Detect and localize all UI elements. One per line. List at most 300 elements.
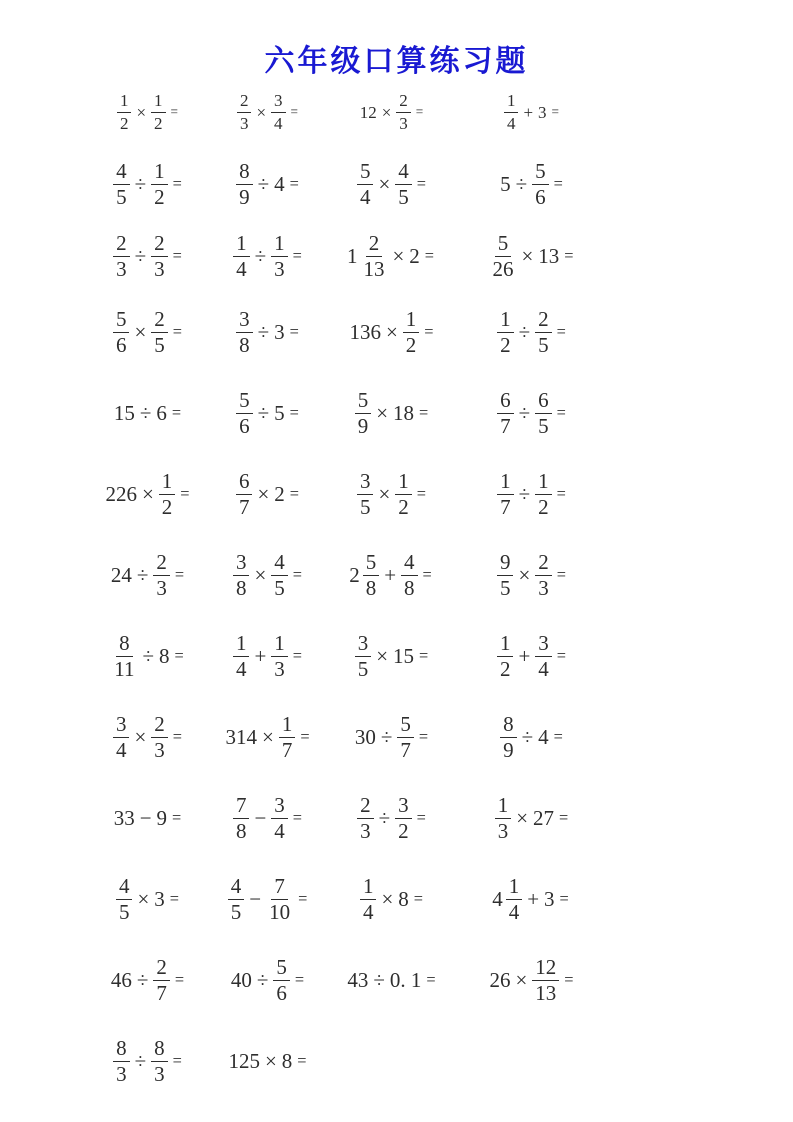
math-problem bbox=[226, 92, 310, 132]
operator: × bbox=[254, 563, 267, 587]
math-problem bbox=[70, 633, 226, 680]
operator: ÷ bbox=[257, 401, 270, 425]
operator: − bbox=[254, 806, 267, 830]
equals-sign: = bbox=[289, 403, 299, 423]
math-problem bbox=[70, 808, 226, 829]
math-problem bbox=[70, 92, 226, 132]
numerator: 4 bbox=[116, 876, 133, 900]
denominator: 3 bbox=[274, 657, 285, 681]
denominator: 5 bbox=[398, 184, 409, 209]
whole-number: 1 bbox=[346, 243, 358, 268]
number: 2 bbox=[409, 243, 420, 268]
math-problem bbox=[226, 552, 310, 599]
problem-row bbox=[0, 697, 793, 778]
fraction bbox=[159, 471, 176, 518]
operator: × bbox=[381, 887, 394, 911]
problem-row bbox=[0, 454, 793, 535]
fraction bbox=[116, 876, 133, 923]
operator: ÷ bbox=[373, 968, 385, 992]
numerator: 2 bbox=[366, 233, 383, 257]
numerator: 1 bbox=[497, 309, 514, 333]
number: 15 bbox=[393, 644, 415, 668]
operator: ÷ bbox=[518, 320, 531, 344]
number: 33 bbox=[113, 806, 135, 830]
number: 9 bbox=[156, 806, 168, 830]
math-problem bbox=[226, 390, 310, 437]
equals-sign: = bbox=[553, 727, 563, 747]
fraction bbox=[497, 471, 514, 518]
number: 43 bbox=[347, 968, 369, 992]
math-problem bbox=[474, 309, 590, 356]
denominator: 4 bbox=[538, 657, 549, 681]
numerator: 5 bbox=[363, 552, 380, 576]
fraction bbox=[153, 957, 170, 1004]
fraction bbox=[497, 390, 514, 437]
operator: ÷ bbox=[257, 320, 270, 344]
number: 3 bbox=[544, 887, 555, 911]
numerator: 12 bbox=[532, 957, 559, 981]
equals-sign: = bbox=[174, 970, 185, 990]
equals-sign: = bbox=[416, 808, 426, 828]
math-problem bbox=[474, 471, 590, 518]
denominator: 4 bbox=[274, 113, 283, 133]
number: 40 bbox=[230, 968, 252, 992]
number: 314 bbox=[225, 725, 257, 749]
equals-sign: = bbox=[298, 889, 308, 909]
operator: ÷ bbox=[142, 644, 155, 668]
number: 8 bbox=[159, 644, 170, 668]
number: 18 bbox=[393, 401, 415, 425]
math-problem bbox=[310, 158, 474, 209]
operator: × bbox=[264, 1049, 277, 1073]
equals-sign: = bbox=[294, 970, 305, 990]
fraction bbox=[113, 158, 130, 209]
problem-row bbox=[0, 940, 793, 1021]
denominator: 4 bbox=[362, 900, 374, 924]
fraction bbox=[271, 92, 286, 132]
operator: × bbox=[516, 806, 529, 830]
fraction bbox=[535, 633, 552, 680]
equals-sign: = bbox=[556, 484, 566, 504]
fraction bbox=[360, 876, 377, 923]
numerator: 1 bbox=[279, 714, 296, 738]
equals-sign: = bbox=[553, 173, 563, 193]
operator: ÷ bbox=[254, 243, 267, 268]
numerator: 1 bbox=[504, 92, 519, 112]
numerator: 2 bbox=[237, 92, 252, 112]
problem-row bbox=[0, 220, 793, 292]
numerator: 1 bbox=[535, 471, 552, 495]
numerator: 1 bbox=[117, 92, 132, 112]
numerator: 1 bbox=[506, 876, 523, 900]
denominator: 3 bbox=[116, 256, 127, 281]
operator: × bbox=[134, 320, 147, 344]
fraction bbox=[151, 230, 168, 281]
fraction bbox=[506, 876, 523, 923]
numerator: 1 bbox=[233, 233, 250, 257]
fraction bbox=[271, 795, 288, 842]
problem-row bbox=[0, 616, 793, 697]
equals-sign: = bbox=[559, 889, 569, 909]
numerator: 2 bbox=[535, 552, 552, 576]
numerator: 2 bbox=[151, 233, 168, 257]
number: 12 bbox=[359, 102, 377, 122]
fraction bbox=[236, 471, 253, 518]
operator: × bbox=[376, 401, 389, 425]
equals-sign: = bbox=[170, 104, 179, 120]
numerator: 5 bbox=[532, 161, 549, 185]
fraction bbox=[535, 309, 552, 356]
number: 8 bbox=[398, 887, 409, 911]
equals-sign: = bbox=[289, 173, 299, 193]
fraction bbox=[153, 552, 170, 599]
fraction bbox=[271, 552, 288, 599]
denominator: 11 bbox=[114, 657, 135, 681]
equals-sign: = bbox=[174, 646, 184, 666]
numerator: 7 bbox=[233, 795, 250, 819]
fraction bbox=[504, 92, 519, 132]
denominator: 5 bbox=[154, 333, 165, 357]
denominator: 5 bbox=[274, 576, 285, 600]
equals-sign: = bbox=[289, 484, 300, 504]
operator: × bbox=[385, 320, 398, 344]
fraction bbox=[236, 390, 253, 437]
numerator: 8 bbox=[236, 161, 253, 185]
equals-sign: = bbox=[419, 403, 429, 423]
fraction bbox=[151, 92, 166, 132]
math-problem bbox=[226, 957, 310, 1004]
operator: × bbox=[137, 887, 150, 911]
denominator: 7 bbox=[500, 414, 511, 438]
operator: ÷ bbox=[139, 401, 152, 425]
equals-sign: = bbox=[413, 889, 424, 909]
operator: ÷ bbox=[134, 243, 147, 268]
numerator: 2 bbox=[535, 309, 552, 333]
numerator: 6 bbox=[535, 390, 552, 414]
denominator: 5 bbox=[357, 657, 369, 681]
math-problem bbox=[70, 158, 226, 209]
fraction bbox=[151, 309, 168, 356]
fraction bbox=[403, 309, 420, 356]
denominator: 7 bbox=[281, 738, 293, 762]
math-problem bbox=[226, 633, 310, 680]
fraction bbox=[271, 633, 288, 680]
numerator: 2 bbox=[113, 233, 130, 257]
fraction bbox=[237, 92, 252, 132]
fraction bbox=[497, 633, 514, 680]
denominator: 2 bbox=[398, 819, 409, 843]
denominator: 4 bbox=[274, 819, 285, 843]
math-problem bbox=[474, 390, 590, 437]
fraction bbox=[535, 471, 552, 518]
fraction bbox=[266, 876, 293, 923]
fraction bbox=[395, 471, 412, 518]
fraction bbox=[532, 158, 549, 209]
fraction bbox=[151, 158, 168, 209]
denominator: 4 bbox=[115, 738, 127, 762]
fraction bbox=[355, 633, 372, 680]
equals-sign: = bbox=[551, 104, 560, 120]
numerator: 2 bbox=[151, 309, 168, 333]
math-problem bbox=[474, 795, 590, 842]
whole-number: 2 bbox=[349, 563, 360, 587]
number: 13 bbox=[538, 243, 560, 268]
denominator: 2 bbox=[154, 184, 165, 209]
problem-row bbox=[0, 859, 793, 940]
fraction bbox=[500, 714, 517, 761]
denominator: 4 bbox=[235, 657, 247, 681]
numerator: 5 bbox=[113, 309, 130, 333]
denominator: 2 bbox=[398, 495, 409, 519]
fraction bbox=[113, 1038, 130, 1085]
math-problem bbox=[310, 795, 474, 842]
numerator: 3 bbox=[357, 471, 374, 495]
denominator: 8 bbox=[365, 576, 377, 600]
math-problem bbox=[226, 158, 310, 209]
equals-sign: = bbox=[416, 484, 427, 504]
denominator: 5 bbox=[499, 576, 511, 600]
operator: × bbox=[521, 243, 534, 268]
fraction bbox=[360, 230, 387, 281]
fraction bbox=[271, 230, 288, 281]
equals-sign: = bbox=[424, 245, 435, 265]
equals-sign: = bbox=[172, 1051, 182, 1071]
equals-sign: = bbox=[424, 322, 434, 342]
denominator: 7 bbox=[156, 981, 167, 1005]
denominator: 6 bbox=[276, 981, 287, 1005]
numerator: 2 bbox=[396, 92, 411, 112]
number: 3 bbox=[538, 102, 547, 122]
numerator: 1 bbox=[495, 795, 512, 819]
worksheet-title: 六年级口算练习题 bbox=[264, 45, 529, 78]
denominator: 13 bbox=[363, 256, 385, 281]
operator: + bbox=[518, 644, 531, 668]
operator: × bbox=[261, 725, 274, 749]
number: 3 bbox=[154, 887, 165, 911]
fraction bbox=[117, 92, 132, 132]
numerator: 3 bbox=[535, 633, 552, 657]
math-problem bbox=[70, 552, 226, 599]
numerator: 8 bbox=[116, 633, 133, 657]
equals-sign: = bbox=[418, 727, 429, 747]
number: 24 bbox=[110, 563, 132, 587]
fraction bbox=[233, 633, 250, 680]
denominator: 3 bbox=[154, 1062, 165, 1086]
operator: + bbox=[523, 102, 534, 122]
numerator: 8 bbox=[113, 1038, 130, 1062]
equals-sign: = bbox=[556, 403, 566, 423]
equals-sign: = bbox=[556, 322, 566, 342]
fraction bbox=[236, 158, 253, 209]
numerator: 4 bbox=[395, 161, 412, 185]
mixed-number bbox=[349, 552, 381, 599]
operator: ÷ bbox=[134, 1049, 147, 1073]
math-problem bbox=[70, 957, 226, 1004]
numerator: 7 bbox=[271, 876, 288, 900]
denominator: 5 bbox=[538, 414, 549, 438]
fraction bbox=[357, 158, 374, 209]
operator: + bbox=[254, 644, 267, 668]
numerator: 6 bbox=[497, 390, 514, 414]
math-problem bbox=[226, 230, 310, 281]
equals-sign: = bbox=[426, 970, 436, 990]
numerator: 8 bbox=[151, 1038, 168, 1062]
equals-sign: = bbox=[174, 565, 185, 585]
math-problem bbox=[474, 158, 590, 209]
equals-sign: = bbox=[289, 322, 299, 342]
numerator: 5 bbox=[236, 390, 253, 414]
number: 8 bbox=[281, 1049, 293, 1073]
numerator: 1 bbox=[497, 471, 514, 495]
equals-sign: = bbox=[415, 104, 424, 120]
fraction bbox=[363, 552, 380, 599]
denominator: 13 bbox=[535, 981, 557, 1005]
equals-sign: = bbox=[292, 245, 302, 265]
operator: × bbox=[518, 563, 531, 587]
math-problem bbox=[226, 309, 310, 356]
math-problem bbox=[70, 309, 226, 356]
denominator: 9 bbox=[503, 738, 514, 762]
denominator: 3 bbox=[116, 1062, 127, 1086]
numerator: 1 bbox=[403, 309, 420, 333]
denominator: 3 bbox=[360, 819, 371, 843]
numerator: 1 bbox=[151, 92, 166, 112]
fraction bbox=[273, 957, 290, 1004]
math-problem bbox=[70, 1038, 226, 1085]
denominator: 3 bbox=[497, 819, 509, 843]
denominator: 3 bbox=[274, 256, 285, 281]
number: 26 bbox=[489, 968, 511, 992]
fraction bbox=[233, 795, 250, 842]
numerator: 2 bbox=[151, 714, 168, 738]
numerator: 3 bbox=[395, 795, 412, 819]
operator: ÷ bbox=[378, 806, 391, 830]
denominator: 5 bbox=[230, 900, 242, 924]
numerator: 4 bbox=[401, 552, 418, 576]
numerator: 3 bbox=[233, 552, 250, 576]
math-problem bbox=[474, 714, 590, 761]
equals-sign: = bbox=[172, 173, 182, 193]
math-problem bbox=[310, 92, 474, 132]
denominator: 9 bbox=[239, 184, 250, 209]
fraction bbox=[357, 471, 374, 518]
equals-sign: = bbox=[419, 646, 429, 666]
fraction bbox=[497, 309, 514, 356]
number: 27 bbox=[533, 806, 555, 830]
operator: − bbox=[249, 887, 262, 911]
denominator: 7 bbox=[238, 495, 250, 519]
math-problem bbox=[310, 876, 474, 923]
math-problem bbox=[226, 1051, 310, 1072]
operator: × bbox=[376, 644, 389, 668]
math-problem bbox=[310, 230, 474, 281]
denominator: 6 bbox=[239, 414, 250, 438]
number: 0. 1 bbox=[389, 968, 422, 992]
number: 5 bbox=[274, 401, 285, 425]
operator: × bbox=[136, 102, 147, 122]
denominator: 3 bbox=[154, 738, 165, 762]
denominator: 3 bbox=[156, 576, 167, 600]
equals-sign: = bbox=[292, 646, 303, 666]
number: 15 bbox=[113, 401, 135, 425]
equals-sign: = bbox=[564, 245, 574, 265]
denominator: 3 bbox=[538, 576, 549, 600]
numerator: 4 bbox=[113, 161, 130, 185]
fraction bbox=[233, 552, 250, 599]
denominator: 7 bbox=[500, 495, 511, 519]
equals-sign: = bbox=[556, 646, 567, 666]
operator: − bbox=[139, 806, 152, 830]
denominator: 9 bbox=[357, 414, 369, 438]
numerator: 1 bbox=[395, 471, 412, 495]
equals-sign: = bbox=[172, 808, 182, 828]
problems-grid bbox=[0, 76, 793, 1102]
operator: × bbox=[257, 482, 270, 506]
number: 3 bbox=[274, 320, 285, 344]
math-problem bbox=[310, 552, 474, 599]
operator: ÷ bbox=[521, 725, 534, 749]
number: 2 bbox=[274, 482, 285, 506]
denominator: 4 bbox=[506, 113, 516, 133]
mixed-number bbox=[492, 876, 524, 923]
mixed-number bbox=[346, 230, 390, 281]
math-problem bbox=[70, 403, 226, 424]
equals-sign: = bbox=[169, 889, 180, 909]
math-problem bbox=[310, 390, 474, 437]
operator: ÷ bbox=[256, 968, 269, 992]
equals-sign: = bbox=[172, 245, 182, 265]
operator: × bbox=[381, 102, 392, 122]
numerator: 1 bbox=[151, 161, 168, 185]
problem-row bbox=[0, 148, 793, 220]
denominator: 2 bbox=[154, 113, 163, 133]
math-problem bbox=[474, 633, 590, 680]
math-problem bbox=[70, 471, 226, 518]
numerator: 3 bbox=[271, 92, 286, 112]
math-problem bbox=[310, 970, 474, 991]
denominator: 8 bbox=[235, 576, 247, 600]
denominator: 3 bbox=[154, 256, 165, 281]
fraction bbox=[228, 876, 245, 923]
math-problem bbox=[226, 876, 310, 923]
math-problem bbox=[310, 714, 474, 761]
numerator: 1 bbox=[360, 876, 377, 900]
numerator: 9 bbox=[497, 552, 514, 576]
fraction bbox=[495, 795, 512, 842]
equals-sign: = bbox=[564, 970, 574, 990]
operator: × bbox=[134, 725, 147, 749]
operator: ÷ bbox=[134, 171, 147, 196]
numerator: 1 bbox=[159, 471, 176, 495]
denominator: 6 bbox=[535, 184, 546, 209]
operator: + bbox=[384, 563, 397, 587]
equals-sign: = bbox=[422, 565, 432, 585]
denominator: 26 bbox=[492, 256, 514, 281]
fraction bbox=[535, 390, 552, 437]
operator: × bbox=[378, 482, 391, 506]
problem-row bbox=[0, 292, 793, 373]
denominator: 2 bbox=[499, 657, 511, 681]
number: 30 bbox=[354, 725, 376, 749]
equals-sign: = bbox=[556, 565, 567, 585]
denominator: 8 bbox=[235, 819, 247, 843]
numerator: 2 bbox=[153, 957, 170, 981]
whole-number: 4 bbox=[492, 887, 503, 911]
problem-row bbox=[0, 778, 793, 859]
math-problem bbox=[226, 471, 310, 518]
math-problem bbox=[70, 714, 226, 761]
operator: × bbox=[256, 102, 267, 122]
